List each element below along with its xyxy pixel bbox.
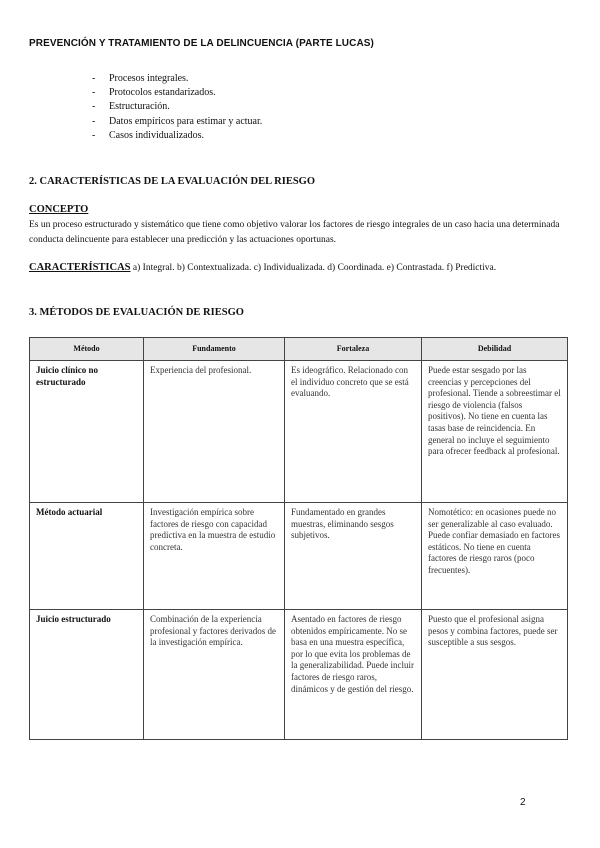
list-item: - Estructuración.: [92, 100, 262, 114]
characteristics-text: a) Integral. b) Contextualizada. c) Individualizada. d) Coordinada. e) Contrastada. f) Predictiva.: [130, 263, 497, 273]
fundamento-cell: Investigación empírica sobre factores de riesgo con capacidad predictiva en la muestra de estudio concreta.: [144, 503, 285, 610]
fortaleza-cell: Asentado en factores de riesgo obtenidos empíricamente. No se basa en una muestra específica, por lo que evita los problemas de la generalizabilidad. Puede incluir factores de riesgo raros, dinámicos y de gestión del riesgo.: [285, 610, 422, 740]
page-number: 2: [520, 797, 526, 808]
column-header: Debilidad: [422, 338, 568, 361]
method-cell: Juicio estructurado: [30, 610, 144, 740]
column-header: Método: [30, 338, 144, 361]
bullet-list: [92, 72, 262, 143]
characteristics-line: [29, 262, 496, 273]
fortaleza-cell: Es ideográfico. Relacionado con el individuo concreto que se está evaluando.: [285, 361, 422, 503]
table-row: [30, 361, 568, 503]
fortaleza-cell: Fundamentado en grandes muestras, eliminando sesgos subjetivos.: [285, 503, 422, 610]
document-header: PREVENCIÓN Y TRATAMIENTO DE LA DELINCUENCIA (PARTE LUCAS): [29, 38, 374, 49]
debilidad-cell: Puede estar sesgado por las creencias y percepciones del profesional. Tiende a sobreestimar el riesgo de violencia (falsos positivos). No tiene en cuenta las tasas base de reincidencia. En general no incluye el seguimiento para ofrecer feedback al profesional.: [422, 361, 568, 503]
method-cell: Método actuarial: [30, 503, 144, 610]
method-cell: Juicio clínico no estructurado: [30, 361, 144, 503]
list-item: - Protocolos estandarizados.: [92, 86, 262, 100]
list-item: - Datos empíricos para estimar y actuar.: [92, 115, 262, 129]
table-row: [30, 503, 568, 610]
methods-table: [29, 337, 568, 740]
concept-paragraph: Es un proceso estructurado y sistemático que tiene como objetivo valorar los factores de riesgo integrales de un caso hacia una determinada conducta delincuente para establecer una predicción y las actuaciones oportunas.: [29, 220, 560, 245]
characteristics-heading: CARACTERÍSTICAS: [29, 262, 131, 273]
debilidad-cell: Nomotético: en ocasiones puede no ser generalizable al caso evaluado. Puede confiar demasiado en factores estáticos. No tiene en cuenta factores de riesgo raros (poco frecuentes).: [422, 503, 568, 610]
fundamento-cell: Experiencia del profesional.: [144, 361, 285, 503]
column-header: Fundamento: [144, 338, 285, 361]
concept-heading: CONCEPTO: [29, 204, 89, 215]
list-item: - Procesos integrales.: [92, 72, 262, 86]
section-2-title: 2. CARACTERÍSTICAS DE LA EVALUACIÓN DEL RIESGO: [29, 176, 316, 187]
column-header: Fortaleza: [285, 338, 422, 361]
list-item: - Casos individualizados.: [92, 129, 262, 143]
table-row: [30, 610, 568, 740]
fundamento-cell: Combinación de la experiencia profesional y factores derivados de la investigación empírica.: [144, 610, 285, 740]
section-3-title: 3. MÉTODOS DE EVALUACIÓN DE RIESGO: [29, 307, 244, 318]
debilidad-cell: Puesto que el profesional asigna pesos y combina factores, puede ser susceptible a sus sesgos.: [422, 610, 568, 740]
table-header-row: [30, 338, 568, 361]
